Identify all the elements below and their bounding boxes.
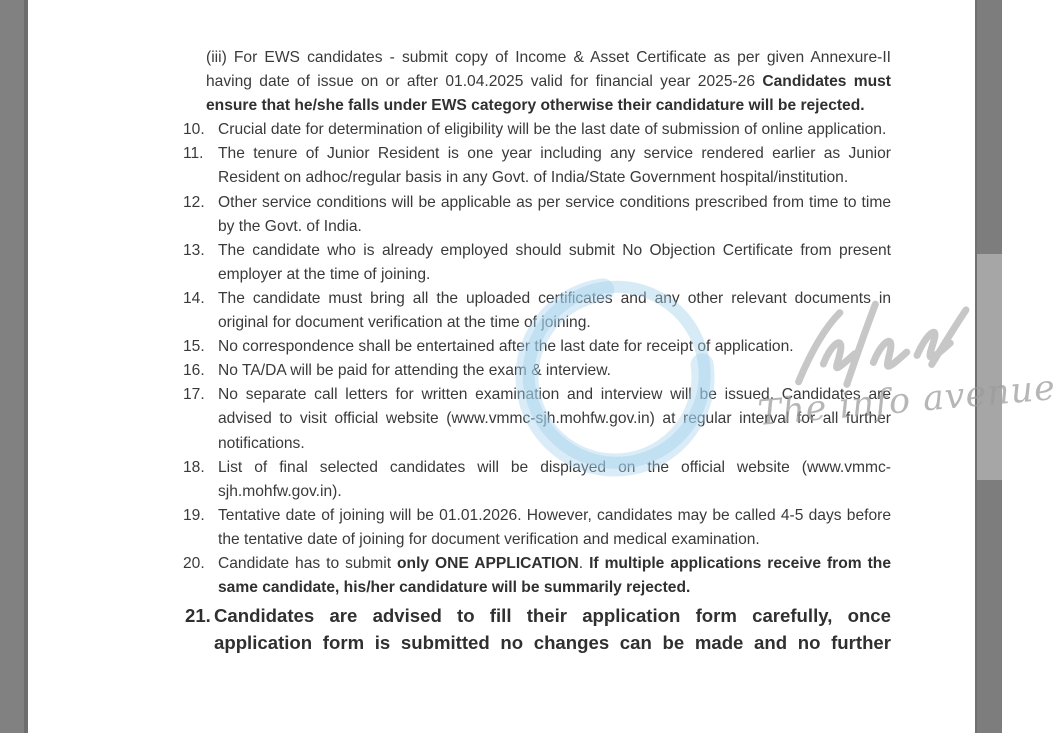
document-page bbox=[28, 0, 975, 733]
list-item bbox=[183, 46, 891, 118]
item-text: Other service conditions will be applicable as per service conditions prescribed from time to time by the Govt. of India. bbox=[218, 193, 891, 235]
item-text: Candidate has to submit only ONE APPLICATION. If multiple applications receive from the same candidate, his/her candidature will be summarily rejected. bbox=[218, 554, 891, 597]
item-text: No separate call letters for written examination and interview will be issued. Candidates are advised to visit official website (www.vmmc-sjh.mohfw.gov.in) at regular interval for all further notifications. bbox=[218, 386, 891, 452]
item-text: Crucial date for determination of eligibility will be the last date of submission of online application. bbox=[218, 121, 887, 139]
item-number: 21. bbox=[185, 605, 211, 627]
conditions-list bbox=[183, 46, 891, 656]
list-item bbox=[183, 142, 891, 190]
list-item bbox=[183, 239, 891, 287]
list-item bbox=[185, 603, 891, 656]
item-text: (iii) For EWS candidates - submit copy of Income & Asset Certificate as per given Annexure-II having date of issue on or after 01.04.2025 valid for financial year 2025-26 Candidates must ensure that he/she falls under EWS category otherwise their candidature will be rejected. bbox=[206, 49, 891, 115]
list-item bbox=[183, 552, 891, 600]
item-text: Tentative date of joining will be 01.01.2026. However, candidates may be called 4-5 days before the tentative date of joining for document verification and medical examination. bbox=[218, 506, 891, 548]
item-number: 14. bbox=[183, 289, 205, 307]
item-number: 17. bbox=[183, 386, 205, 404]
item-text: The tenure of Junior Resident is one year including any service rendered earlier as Junior Resident on adhoc/regular basis in any Govt. of India/State Government hospital/institution. bbox=[218, 145, 891, 187]
item-text: The candidate must bring all the uploaded certificates and any other relevant documents in original for document verification at the time of joining. bbox=[218, 289, 891, 332]
item-number: 13. bbox=[183, 241, 205, 259]
item-number: 15. bbox=[183, 338, 205, 356]
item-number: 18. bbox=[183, 458, 205, 476]
list-item bbox=[183, 335, 891, 359]
item-number: 11. bbox=[183, 145, 204, 163]
list-item bbox=[183, 118, 891, 142]
item-text: No correspondence shall be entertained after the last date for receipt of application. bbox=[218, 338, 794, 356]
list-item bbox=[183, 359, 891, 383]
item-text: No TA/DA will be paid for attending the exam & interview. bbox=[218, 362, 611, 380]
viewer-left-gutter bbox=[0, 0, 28, 733]
item-text: The candidate who is already employed should submit No Objection Certificate from present employer at the time of joining. bbox=[218, 241, 891, 283]
item-text: Candidates are advised to fill their application form carefully, once application form is submitted no changes can be made and no further bbox=[214, 605, 891, 653]
list-item bbox=[183, 456, 891, 504]
list-item bbox=[183, 287, 891, 335]
scrollbar-track[interactable] bbox=[975, 0, 1002, 733]
scrollbar-thumb[interactable] bbox=[977, 254, 1002, 480]
list-item bbox=[183, 504, 891, 552]
watermark-text: The info avenue bbox=[756, 368, 1057, 434]
list-item bbox=[183, 383, 891, 455]
item-number: 20. bbox=[183, 554, 205, 572]
item-number: 16. bbox=[183, 362, 205, 380]
item-number: 10. bbox=[183, 121, 205, 139]
item-number: 12. bbox=[183, 193, 205, 211]
item-text: List of final selected candidates will be displayed on the official website (www.vmmc-sjh.mohfw.gov.in). bbox=[218, 458, 891, 500]
item-number: 19. bbox=[183, 506, 205, 524]
list-item bbox=[183, 191, 891, 239]
